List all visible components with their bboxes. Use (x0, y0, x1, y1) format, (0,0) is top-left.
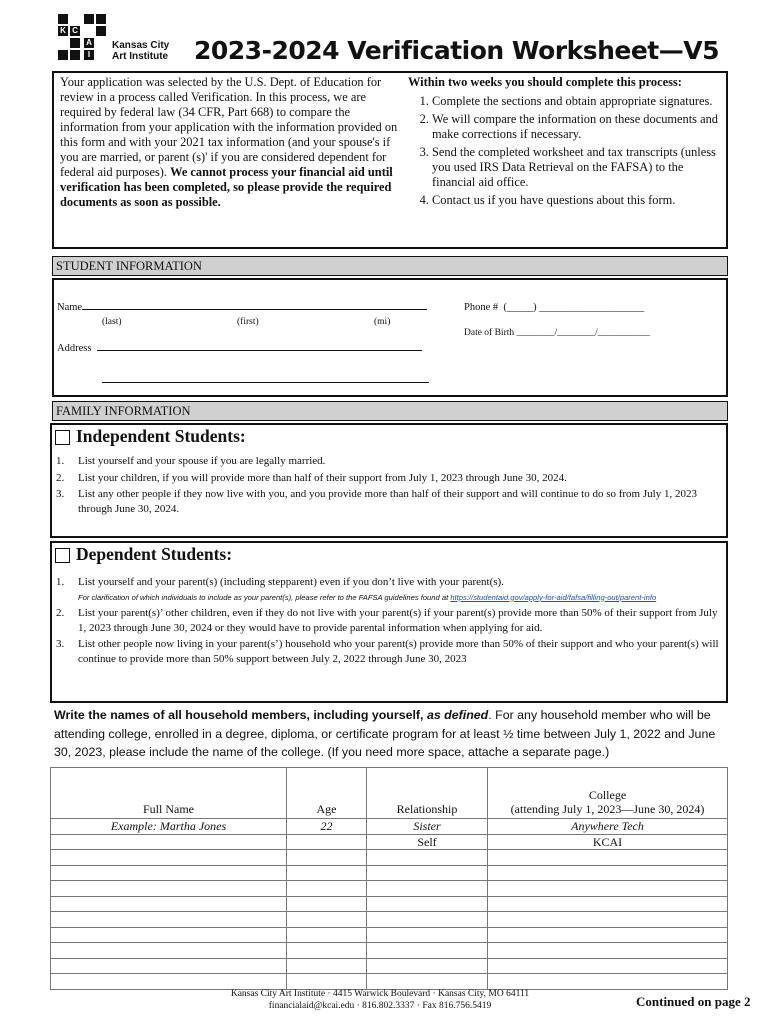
instr-bold: Write the names of all household members, including yourself, (54, 708, 424, 722)
list-item-text: List any other people if they now live with you, and you provide more than half of their support and will continue to do so from July 1, 2023 through June 30, 2024. (78, 488, 697, 515)
page-title: 2023-2024 Verification Worksheet—V5 (194, 36, 720, 65)
address-field[interactable] (57, 343, 422, 354)
cell-relationship[interactable] (367, 958, 488, 974)
dependent-heading (55, 544, 232, 565)
col-full-name: Full Name (51, 768, 287, 819)
cell-college[interactable]: KCAI (488, 834, 728, 850)
cell-relationship[interactable] (367, 896, 488, 912)
table-row (51, 974, 728, 990)
footer-address (180, 988, 580, 1012)
dob-label: Date of Birth (464, 328, 515, 338)
cell-full-name[interactable] (51, 958, 287, 974)
process-steps (408, 75, 724, 211)
dob-field[interactable] (464, 328, 650, 338)
cell-full-name[interactable] (51, 912, 287, 928)
table-row (51, 927, 728, 943)
footer-line-1: Kansas City Art Institute · 4415 Warwick Boulevard · Kansas City, MO 64111 (230, 989, 530, 999)
dependent-item-2: List your parent(s)’ other children, even if they do not live with your parent(s) if your parent(s) provide more than 50% of their support from July 1, 2023 through June 30, 2024 or they would have to provide parental information when applying for aid. (78, 607, 718, 634)
logo-line-2: Art Institute (112, 51, 169, 62)
cell-full-name[interactable] (51, 974, 287, 990)
cell-age[interactable] (287, 943, 367, 959)
cell-age[interactable] (287, 927, 367, 943)
cell-age[interactable] (287, 865, 367, 881)
cell-full-name[interactable] (51, 896, 287, 912)
cell-college[interactable] (488, 865, 728, 881)
cell-full-name[interactable] (51, 865, 287, 881)
cell-college[interactable] (488, 927, 728, 943)
cell-college[interactable] (488, 850, 728, 866)
kcai-logo-mark (58, 14, 106, 62)
list-item: 3. List other people now living in your parent(s’) household who your parent(s) provide more than 50% of their support and who your parent(s) will continue to provide more than 50% support between July 2, 2022 through June 30, 2023 (56, 637, 722, 666)
cell-college[interactable] (488, 958, 728, 974)
col-relationship: Relationship (367, 768, 488, 819)
logo-wordmark (112, 40, 169, 62)
list-item: 1. List yourself and your parent(s) (including stepparent) even if you don’t live with your parent(s). For clarification of which individuals to include as your parent(s), please refer to the FAFSA guidelines found at https://studentaid.gov/apply-for-aid/fafsa/filling-out/parent-info (56, 575, 722, 604)
last-name-hint: (last) (102, 317, 122, 327)
cell-relationship[interactable] (367, 881, 488, 897)
cell-age[interactable] (287, 896, 367, 912)
cell-college[interactable] (488, 881, 728, 897)
table-row (51, 865, 728, 881)
name-field[interactable] (57, 302, 427, 313)
intro-warning: We cannot process your financial aid until verification has been completed, so please provide the required documents as soon as possible. (60, 165, 393, 209)
cell-full-name[interactable] (51, 850, 287, 866)
dependent-item-1: List yourself and your parent(s) (including stepparent) even if you don’t live with your parent(s). (78, 576, 504, 588)
steps-list (408, 94, 724, 208)
col-college-dates: (attending July 1, 2023—June 30, 2024) (510, 802, 705, 816)
step-item: 3. Send the completed worksheet and tax transcripts (unless you used IRS Data Retrieval on the FAFSA) to the financial aid office. (432, 145, 724, 190)
step-item: 2. We will compare the information on these documents and make corrections if necessary. (432, 112, 724, 142)
cell-age: 22 (287, 819, 367, 835)
table-row (51, 834, 728, 850)
fafsa-note (78, 593, 656, 602)
list-item-text: List your children, if you will provide more than half of their support from July 1, 2023 through June 30, 2024. (78, 471, 567, 484)
cell-relationship[interactable] (367, 912, 488, 928)
table-row (51, 958, 728, 974)
cell-relationship[interactable] (367, 850, 488, 866)
independent-list (56, 454, 722, 518)
name-label: Name (57, 302, 83, 313)
fafsa-note-text: For clarification of which individuals to include as your parent(s), please refer to the FAFSA guidelines found at (78, 592, 449, 602)
household-table (50, 767, 728, 990)
col-age: Age (287, 768, 367, 819)
cell-full-name: Example: Martha Jones (51, 819, 287, 835)
col-college (488, 768, 728, 819)
student-section-header: STUDENT INFORMATION (52, 256, 728, 276)
household-instructions (54, 706, 734, 762)
family-section-header: FAMILY INFORMATION (52, 401, 728, 421)
logo-letter-c: C (70, 26, 80, 36)
table-row (51, 896, 728, 912)
phone-field[interactable] (464, 302, 644, 313)
cell-age[interactable] (287, 850, 367, 866)
dependent-checkbox[interactable] (55, 548, 70, 563)
list-item-text (78, 575, 656, 604)
cell-age[interactable] (287, 974, 367, 990)
cell-relationship[interactable] (367, 943, 488, 959)
phone-label: Phone # (464, 302, 499, 313)
process-heading: Within two weeks you should complete this process: (408, 75, 682, 89)
cell-college[interactable] (488, 896, 728, 912)
logo-line-1: Kansas City (112, 40, 170, 51)
step-item: 4. Contact us if you have questions about this form. (432, 193, 724, 208)
cell-full-name[interactable] (51, 927, 287, 943)
table-row (51, 943, 728, 959)
fafsa-link[interactable]: https://studentaid.gov/apply-for-aid/fafsa/filling-out/parent-info (450, 592, 657, 602)
footer-contact: financialaid@kcai.edu · 816.802.3337 · Fax 816.756.5419 (268, 1001, 492, 1011)
table-row (51, 819, 728, 835)
middle-initial-hint: (mi) (374, 317, 391, 327)
logo-letter-k: K (58, 26, 68, 36)
cell-college[interactable] (488, 943, 728, 959)
table-row (51, 912, 728, 928)
intro-text: Your application was selected by the U.S. Dept. of Education for review in a process called Verification. In this process, we are required by federal law (34 CFR, Part 668) to compare the information from your application with the information provided on this form and with your 2021 tax information (and your spouse's if you are married, or parent (s)' if you are considered dependent for federal aid purposes). (60, 75, 398, 179)
first-name-hint: (first) (237, 317, 259, 327)
cell-college: Anywhere Tech (488, 819, 728, 835)
address-line-2[interactable] (102, 382, 429, 383)
step-item: 1. Complete the sections and obtain appropriate signatures. (432, 94, 724, 109)
cell-age[interactable] (287, 881, 367, 897)
independent-checkbox[interactable] (55, 430, 70, 445)
list-item: 2. List your children, if you will provide more than half of their support from July 1, 2023 through June 30, 2024. (56, 471, 567, 484)
continued-note: Continued on page 2 (636, 994, 751, 1009)
list-item: 3. List any other people if they now live with you, and you provide more than half of their support and will continue to do so from July 1, 2023 through June 30, 2024. (56, 487, 722, 516)
address-label: Address (57, 343, 92, 354)
independent-heading (55, 426, 246, 447)
table-row (51, 850, 728, 866)
dependent-list (56, 575, 722, 668)
cell-full-name[interactable] (51, 834, 287, 850)
logo-letter-a: A (84, 38, 94, 48)
cell-full-name[interactable] (51, 943, 287, 959)
independent-title: Independent Students: (76, 426, 246, 446)
cell-age[interactable] (287, 834, 367, 850)
list-item: 2. List your parent(s)’ other children, even if they do not live with your parent(s) if your parent(s) provide more than 50% of their support from July 1, 2023 through June 30, 2024 or they would have to provide parental information when applying for aid. (56, 606, 722, 635)
dependent-item-3: List other people now living in your parent(s’) household who your parent(s) provide more than 50% of their support and who your parent(s) will continue to provide more than 50% support between July 2, 2022 through June 30, 2023 (78, 638, 719, 665)
table-header-row (51, 768, 728, 819)
dependent-title: Dependent Students: (76, 544, 233, 564)
table-row (51, 881, 728, 897)
cell-age[interactable] (287, 912, 367, 928)
list-item-text: List yourself and your spouse if you are legally married. (78, 455, 326, 467)
cell-college[interactable] (488, 912, 728, 928)
instr-bold-italic: as defined (426, 708, 489, 722)
phone-blank: (_____) ____________________ (503, 302, 645, 313)
cell-relationship: Sister (367, 819, 488, 835)
cell-relationship[interactable] (367, 865, 488, 881)
cell-full-name[interactable] (51, 881, 287, 897)
dob-blank: ________/________/___________ (516, 328, 651, 338)
instr-rest: . For any household member who will be attending college, enrolled in a degree, diploma, or certificate program for at least ½ time between July 1, 2022 and June 30, 2023, please include the name of the college. (If you need more space, attache a separate page.) (54, 708, 716, 759)
cell-age[interactable] (287, 958, 367, 974)
cell-college[interactable] (488, 974, 728, 990)
col-college-title: College (588, 788, 627, 802)
cell-relationship[interactable] (367, 927, 488, 943)
cell-relationship[interactable]: Self (367, 834, 488, 850)
cell-relationship[interactable] (367, 974, 488, 990)
logo-letter-i: I (84, 50, 94, 60)
list-item: 1. List yourself and your spouse if you are legally married. (56, 455, 326, 467)
intro-description (60, 75, 398, 210)
